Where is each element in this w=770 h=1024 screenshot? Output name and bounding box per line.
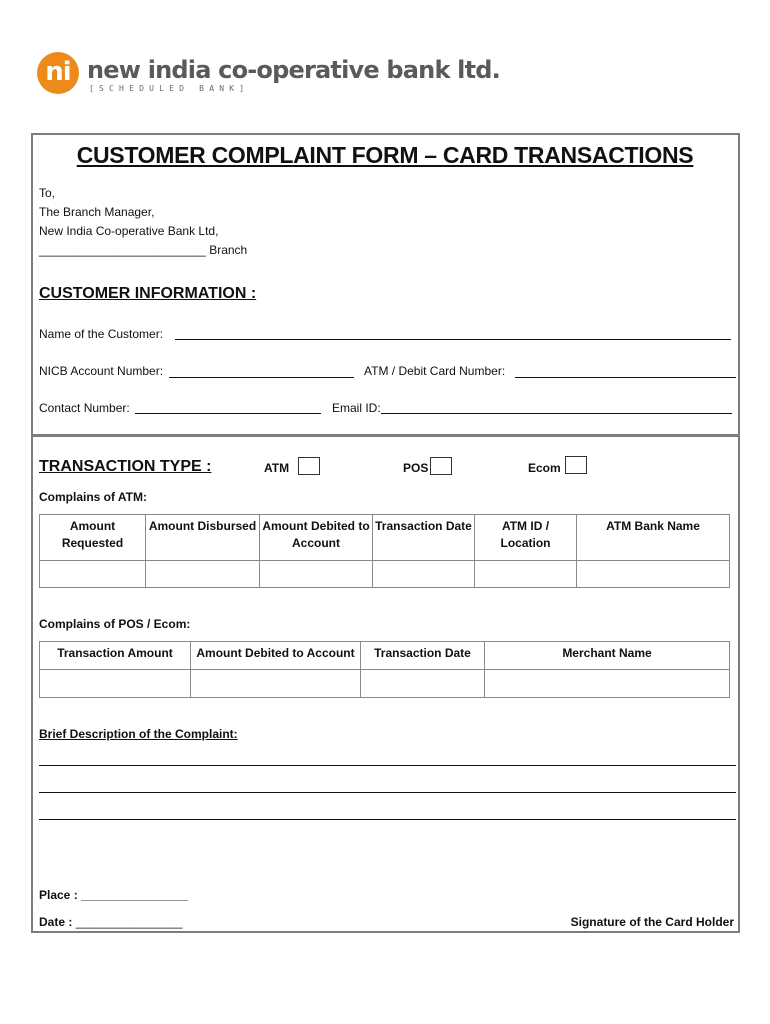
bank-logo-name: new india co-operative bank ltd. (87, 56, 500, 84)
table-header-cell: Transaction Amount (40, 642, 191, 670)
place-blank[interactable]: ________________ (81, 888, 188, 902)
table-input-cell[interactable] (361, 670, 485, 698)
date-line[interactable] (39, 915, 182, 929)
table-input-cell[interactable] (485, 670, 730, 698)
table-row (40, 670, 730, 698)
address-to: To, (39, 186, 56, 200)
table-header-cell: Transaction Date (361, 642, 485, 670)
table-input-cell[interactable] (373, 561, 475, 588)
table-header-cell: ATM Bank Name (577, 515, 730, 561)
email-field[interactable] (381, 413, 732, 414)
form-title: CUSTOMER COMPLAINT FORM – CARD TRANSACTIONS (76, 142, 694, 168)
customer-name-label: Name of the Customer: (39, 327, 164, 341)
table-input-cell[interactable] (40, 670, 191, 698)
pos-option-label: POS (403, 461, 429, 475)
bank-logo-mark: ni (37, 52, 79, 94)
section-divider (31, 434, 740, 437)
branch-label: Branch (209, 243, 248, 257)
contact-number-label: Contact Number: (39, 401, 130, 415)
atm-option-label: ATM (264, 461, 290, 475)
atm-checkbox[interactable] (298, 457, 320, 475)
branch-line[interactable] (39, 243, 247, 257)
bank-logo-subtitle: [SCHEDULED BANK] (89, 84, 250, 93)
contact-number-field[interactable] (135, 413, 321, 414)
customer-info-heading: CUSTOMER INFORMATION : (39, 285, 257, 302)
table-header-cell: Amount Debited to Account (191, 642, 361, 670)
description-line[interactable] (39, 792, 736, 793)
table-header-row (40, 515, 730, 561)
card-number-label: ATM / Debit Card Number: (364, 364, 506, 378)
bank-logo (31, 44, 500, 102)
description-line[interactable] (39, 819, 736, 820)
signature-label: Signature of the Card Holder (570, 915, 734, 929)
transaction-type-heading: TRANSACTION TYPE : (39, 458, 212, 475)
pos-checkbox[interactable] (430, 457, 452, 475)
table-input-cell[interactable] (40, 561, 146, 588)
description-label: Brief Description of the Complaint: (39, 727, 238, 741)
table-header-row (40, 642, 730, 670)
table-input-cell[interactable] (146, 561, 260, 588)
table-header-cell: Merchant Name (485, 642, 730, 670)
table-header-cell: Amount Requested (40, 515, 146, 561)
table-input-cell[interactable] (577, 561, 730, 588)
ecom-option-label: Ecom (528, 461, 561, 475)
email-label: Email ID: (332, 401, 381, 415)
card-number-field[interactable] (515, 377, 736, 378)
table-header-cell: Amount Disbursed (146, 515, 260, 561)
table-header-cell: Amount Debited to Account (260, 515, 373, 561)
table-row (40, 561, 730, 588)
branch-blank[interactable]: _________________________ (39, 243, 206, 257)
table-input-cell[interactable] (260, 561, 373, 588)
customer-name-field[interactable] (175, 339, 731, 340)
atm-complaints-table (39, 514, 730, 588)
address-line-1: The Branch Manager, (39, 205, 155, 219)
place-line[interactable] (39, 888, 188, 902)
description-line[interactable] (39, 765, 736, 766)
pos-complaints-table (39, 641, 730, 698)
account-number-field[interactable] (169, 377, 354, 378)
table-input-cell[interactable] (475, 561, 577, 588)
table-header-cell: Transaction Date (373, 515, 475, 561)
account-number-label: NICB Account Number: (39, 364, 164, 378)
date-label: Date : (39, 915, 73, 929)
table-header-cell: ATM ID / Location (475, 515, 577, 561)
atm-complaints-label: Complains of ATM: (39, 490, 147, 504)
table-input-cell[interactable] (191, 670, 361, 698)
place-label: Place : (39, 888, 78, 902)
address-line-2: New India Co-operative Bank Ltd, (39, 224, 219, 238)
ecom-checkbox[interactable] (565, 456, 587, 474)
pos-complaints-label: Complains of POS / Ecom: (39, 617, 191, 631)
date-blank[interactable]: ________________ (75, 915, 183, 929)
